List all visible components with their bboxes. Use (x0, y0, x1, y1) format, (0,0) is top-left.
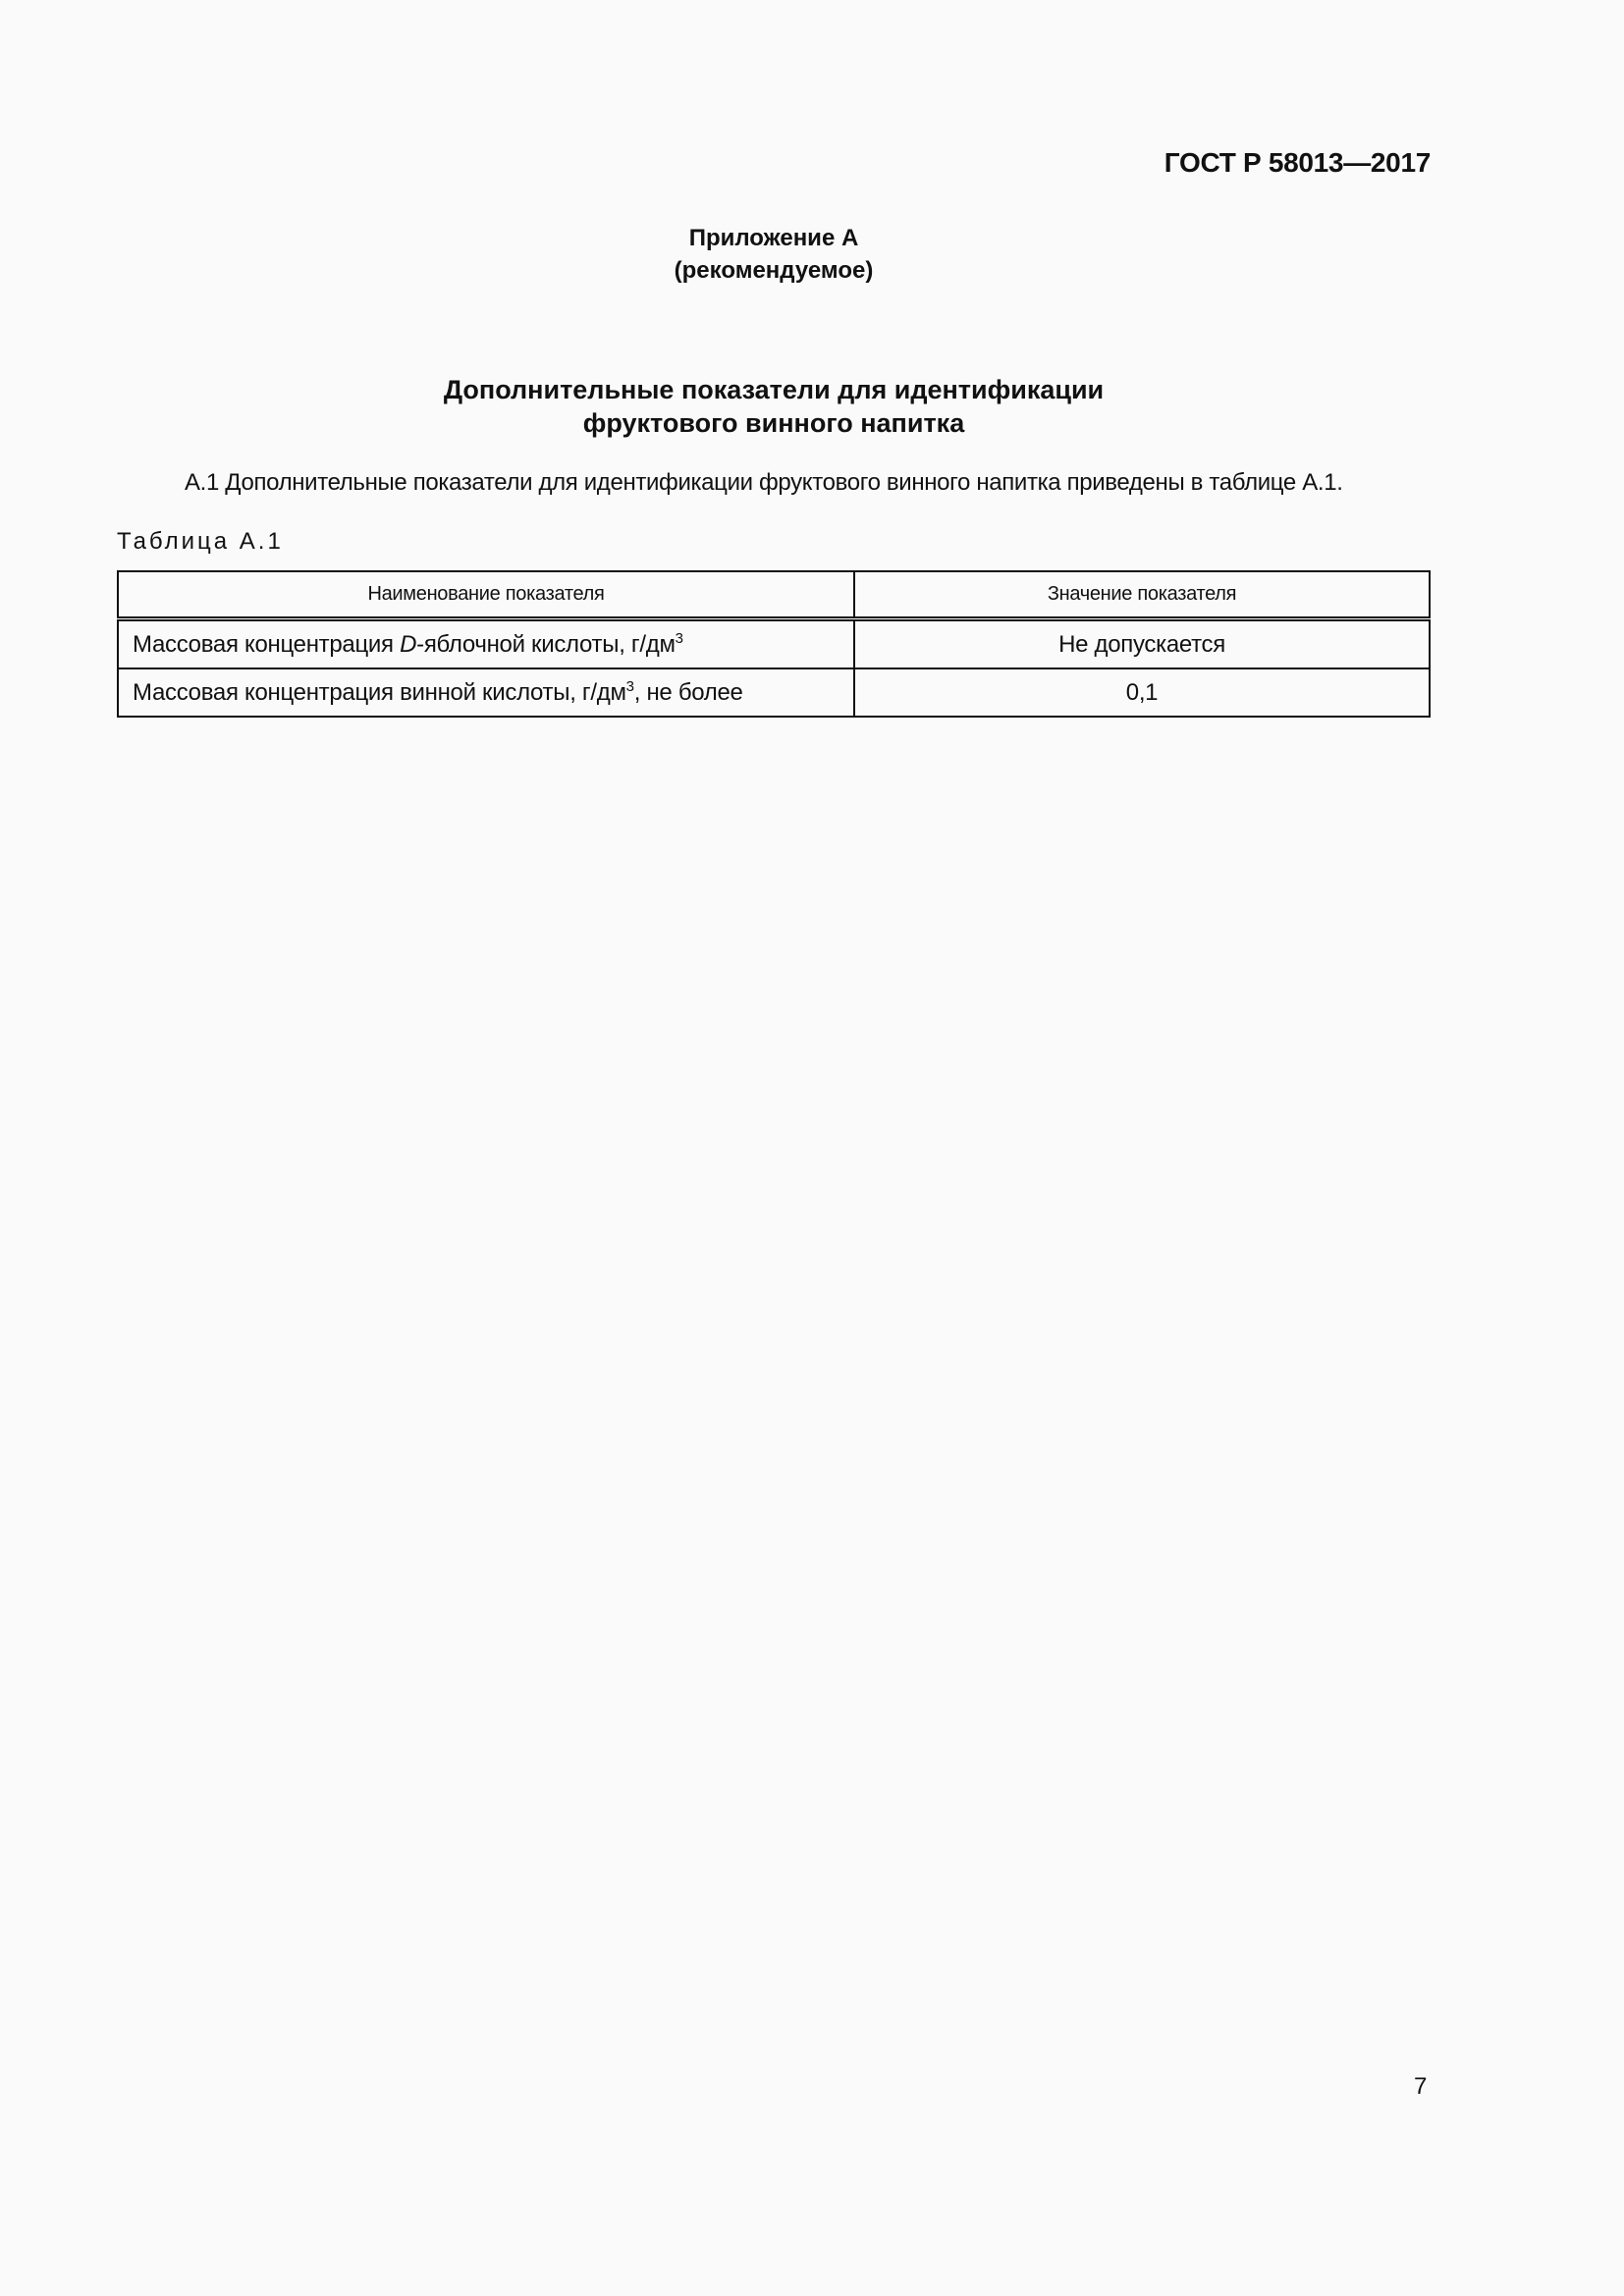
section-heading-line2: фруктового винного напитка (582, 408, 965, 438)
column-header-value: Значение показателя (854, 571, 1430, 619)
indicator-value: Не допускается (854, 619, 1430, 669)
indicator-name: Массовая концентрация D-яблочной кислоты, $г/дм^3$ (118, 619, 854, 669)
appendix-status: (рекомендуемое) (674, 257, 874, 284)
table-header-row (118, 571, 1430, 619)
paragraph-a1: А.1 Дополнительные показатели для идентификации фруктового винного напитка приведены в таблице А.1. (185, 469, 1343, 496)
indicator-value: 0,1 (854, 668, 1430, 717)
appendix-title: Приложение А (688, 225, 859, 251)
table-caption: Таблица А.1 (117, 528, 284, 555)
section-heading-line1: Дополнительные показатели для идентификации (443, 375, 1105, 404)
document-code: ГОСТ Р 58013—2017 (1164, 147, 1431, 178)
indicators-table (117, 570, 1431, 718)
table-row (118, 668, 1430, 717)
table-row (118, 619, 1430, 669)
page-number: 7 (1414, 2073, 1428, 2100)
column-header-name: Наименование показателя (118, 571, 854, 619)
indicator-name: Массовая концентрация винной кислоты, $г/дм^3$, не более (118, 668, 854, 717)
